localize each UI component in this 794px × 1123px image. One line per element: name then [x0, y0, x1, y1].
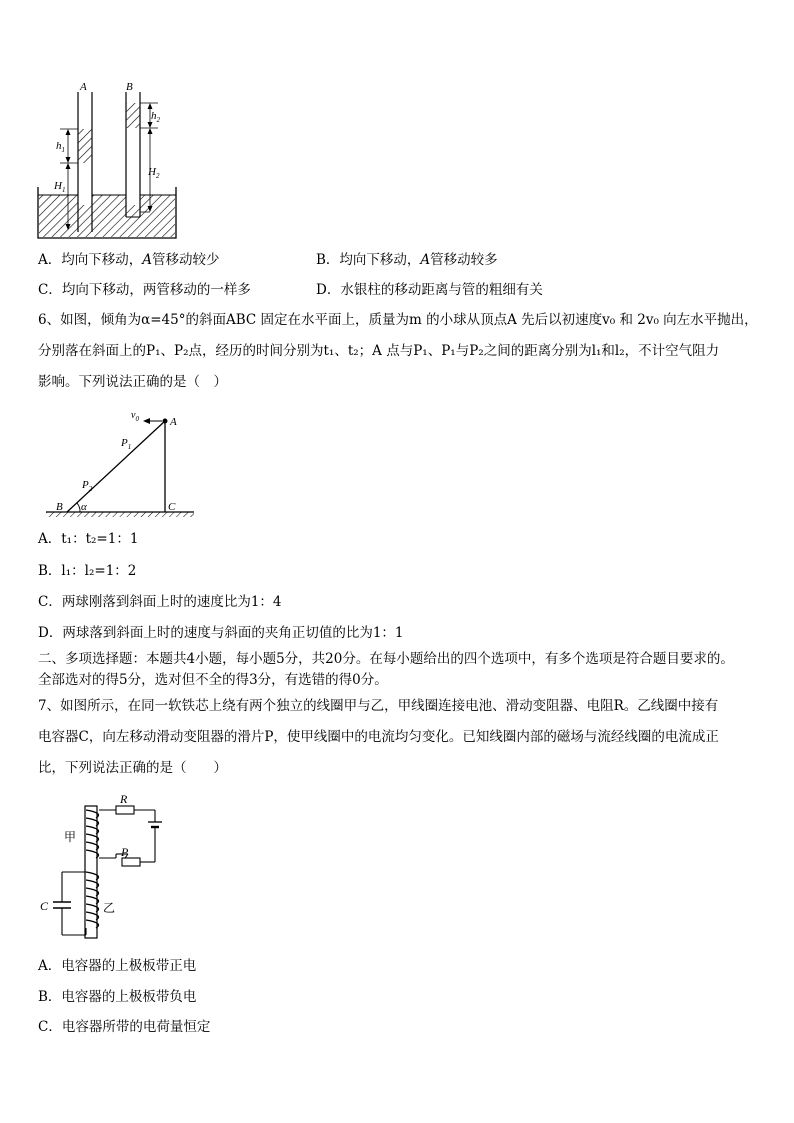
q5-option-d: D．水银柱的移动距离与管的粗细有关	[316, 282, 543, 298]
label-p2: $P_2$	[82, 479, 93, 493]
label-yi: 乙	[103, 901, 116, 915]
q7-option-a: A．电容器的上极板带正电	[38, 958, 197, 974]
q6-option-b: B．l₁：l₂=1：2	[38, 563, 137, 579]
label-H2: $H_2$	[148, 166, 160, 180]
q7-line-2: 电容器C，向左移动滑动变阻器的滑片P，使甲线圈中的电流均匀变化。已知线圈内部的磁场与流经线圈的电流成正	[38, 729, 719, 745]
label-p: P	[121, 845, 129, 859]
section2-line-1: 二、多项选择题：本题共4小题，每小题5分，共20分。在每小题给出的四个选项中，有多个选项是符合题目要求的。	[38, 651, 734, 667]
q6-line-3: 影响。下列说法正确的是（ ）	[38, 374, 227, 390]
label-H1: $H_1$	[54, 180, 66, 194]
label-h1: $h_1$	[56, 140, 65, 154]
q5-option-b: B．均向下移动，A管移动较多	[316, 252, 498, 268]
q6-line-2: 分别落在斜面上的P₁、P₂点，经历的时间分别为t₁、t₂；A 点与P₁、P₁与P₂之间的距离分别为l₁和l₂，不计空气阻力	[38, 343, 720, 359]
resistor-r	[116, 806, 134, 814]
q7-line-1: 7、如图所示，在同一软铁芯上绕有两个独立的线圈甲与乙，甲线圈连接电池、滑动变阻器、电阻R。乙线圈中接有	[38, 698, 719, 714]
q6-option-d: D．两球落到斜面上时的速度与斜面的夹角正切值的比为1：1	[38, 625, 404, 641]
label-c: C	[168, 501, 176, 513]
q6-line-1: 6、如图，倾角为α=45°的斜面ABC 固定在水平面上，质量为m 的小球从顶点A 先后以初速度v₀ 和 2v₀ 向左水平抛出，	[38, 312, 758, 328]
q7-option-b: B．电容器的上极板带负电	[38, 989, 197, 1005]
label-p1: $P_1$	[121, 437, 132, 451]
label-alpha: α	[81, 501, 87, 513]
label-c: C	[40, 899, 49, 913]
q5-option-c: C．均向下移动，两管移动的一样多	[38, 282, 251, 298]
label-b: B	[126, 81, 133, 93]
label-h2: $h_2$	[151, 110, 160, 124]
label-r: R	[120, 792, 128, 806]
rheostat	[122, 858, 140, 866]
q6-option-a: A．t₁：t₂=1：1	[38, 531, 139, 547]
label-a: A	[170, 416, 177, 428]
section2-line-2: 全部选对的得5分，选对但不全的得3分，有选错的得0分。	[38, 672, 388, 688]
label-v0: $v_0$	[131, 410, 139, 423]
q7-option-c: C．电容器所带的电荷量恒定	[38, 1019, 211, 1035]
q6-option-c: C．两球刚落到斜面上时的速度比为1：4	[38, 594, 282, 610]
label-jia: 甲	[64, 830, 77, 844]
label-b: B	[56, 501, 63, 513]
q5-option-a: A．均向下移动，A管移动较少	[38, 252, 220, 268]
label-a: A	[80, 81, 87, 93]
q7-line-3: 比，下列说法正确的是（ ）	[38, 760, 227, 776]
